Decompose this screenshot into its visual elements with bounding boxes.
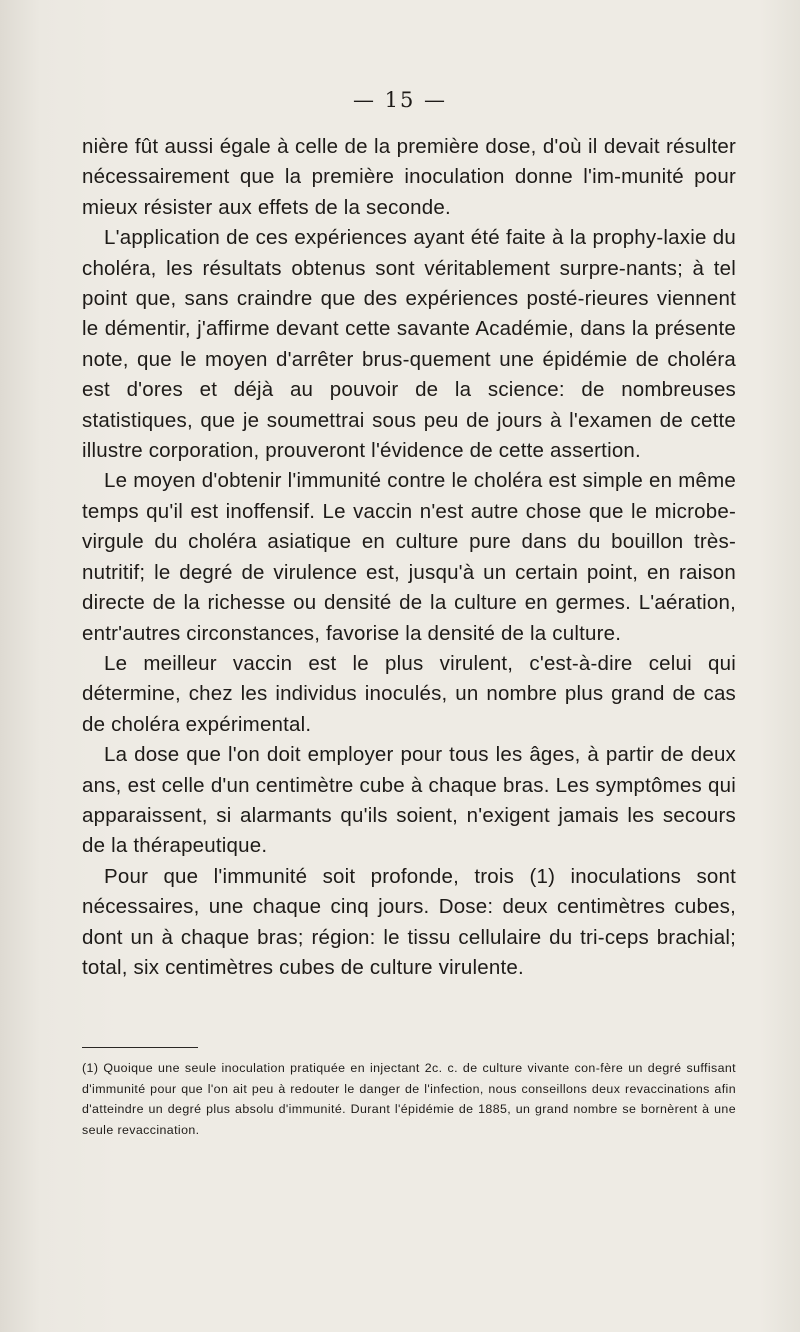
paragraph: La dose que l'on doit employer pour tous les âges, à partir de deux ans, est celle d'un centimètre cube à chaque bras. Les symptômes qui apparaissent, si alarmants qu'ils soient, n'exigent jamais les secours de la thérapeutique. — [82, 743, 736, 858]
paragraph: Le moyen d'obtenir l'immunité contre le choléra est simple en même temps qu'il est inoffensif. Le vaccin n'est autre chose que le microbe-virgule du choléra asiatique en culture pure dans du bouillon très-nutritif; le degré de virulence est, jusqu'à un certain point, en raison directe de la richesse ou densité de la culture en germes. L'aération, entr'autres circonstances, favorise la densité de la culture. — [82, 469, 736, 645]
footnotes — [82, 1058, 736, 1140]
footnote: (1) Quoique une seule inoculation pratiquée en injectant 2c. c. de culture vivante con-fère un degré suffisant d'immunité pour que l'on ait peu à redouter le danger de l'infection, nous conseillons deux revaccinations afin d'atteindre un degré plus absolu d'immunité. Durant l'épidémie de 1885, un grand nombre se bornèrent à une seule revaccination. — [82, 1061, 736, 1137]
page-number: — 15 — — [352, 88, 448, 112]
body-text — [82, 132, 736, 983]
paragraph: nière fût aussi égale à celle de la première dose, d'où il devait résulter nécessairement que la première inoculation donne l'im-munité pour mieux résister aux effets de la seconde. — [82, 135, 736, 219]
footnote-divider — [82, 1047, 198, 1048]
paragraph: Pour que l'immunité soit profonde, trois (1) inoculations sont nécessaires, une chaque cinq jours. Dose: deux centimètres cubes, dont un à chaque bras; région: le tissu cellulaire du tri-ceps brachial; total, six centimètres cubes de culture virulente. — [82, 864, 736, 979]
paragraph: Le meilleur vaccin est le plus virulent, c'est-à-dire celui qui détermine, chez les individus inoculés, un nombre plus grand de cas de choléra expérimental. — [82, 651, 736, 736]
paragraph: L'application de ces expériences ayant été faite à la prophy-laxie du choléra, les résultats obtenus sont véritablement surpre-nants; à tel point que, sans craindre que des expériences posté-rieures viennent le démentir, j'affirme devant cette savante Académie, dans la présente note, que le moyen d'arrêter brus-quement une épidémie de choléra est d'ores et déjà au pouvoir de la science: de nombreuses statistiques, que je soumettrai sous peu de jours à l'examen de cette illustre corporation, prouveront l'évidence de cette assertion. — [82, 226, 736, 463]
